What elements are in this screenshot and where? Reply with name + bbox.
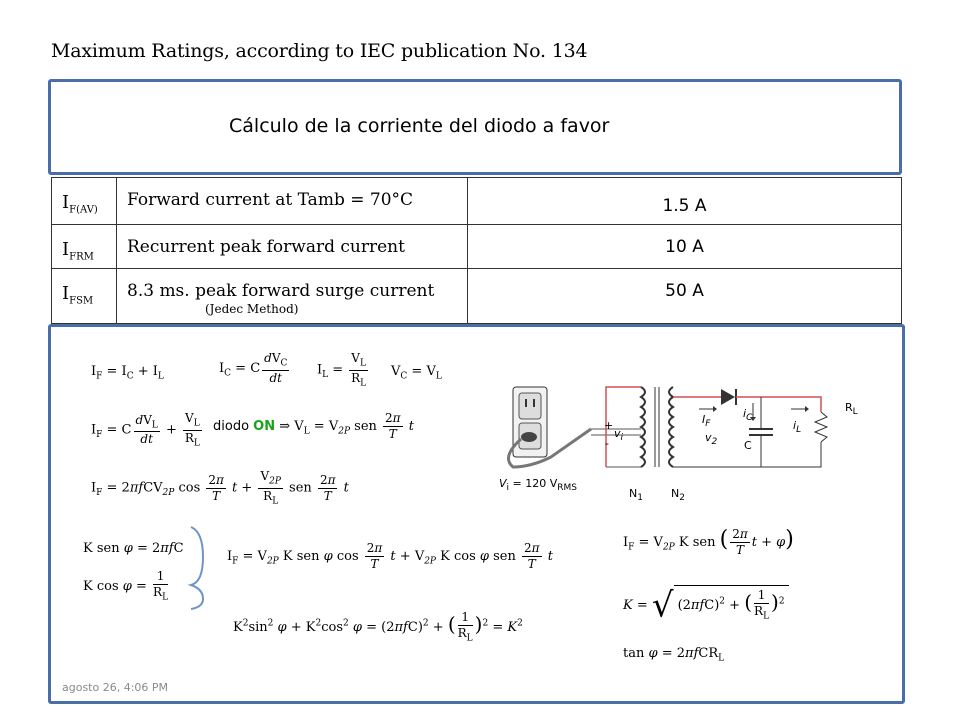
rating-value: 10 A (665, 237, 704, 257)
c-label: C (744, 439, 752, 452)
equation-il: $I_L$ = $\frac{V_L}{R_L}$ (317, 351, 367, 389)
outlet-icon (509, 387, 592, 467)
rating-description: Recurrent peak forward current (127, 237, 405, 257)
equation-ksen: K sen φ = 2πfC (83, 541, 184, 556)
rl-label: $R_L$ (845, 401, 858, 418)
plus-label: + (604, 419, 614, 432)
vi-rms-label: $V_i = 120$ $V_{RMS}$ (499, 477, 578, 494)
rating-description: 8.3 ms. peak forward surge current (127, 281, 435, 301)
page-heading: Maximum Ratings, according to IEC publication No. 134 (51, 40, 588, 62)
equation-tan: tan φ = 2πfCR$_L$ (623, 646, 725, 664)
rating-symbol: $I_{FRM}$ (62, 239, 94, 263)
equation-if-phase: $I_F = V_{2P}$ K sen ( $\frac{2\pi}{T}$ t + φ) (623, 527, 794, 557)
equation-if-k: $I_F = V_{2P}$ K sen φ cos $\frac{2\pi}{T}$ $t + V_{2P}$ K cos φ sen $\frac{2\pi}{T}$ t (227, 541, 553, 571)
rating-value: 1.5 A (662, 196, 707, 216)
ratings-table (51, 177, 902, 324)
banner-title: Cálculo de la corriente del diodo a favor (229, 115, 610, 137)
equation-if-derivative: $I_F = C$ $\frac{dV_L}{dt}$ + $\frac{V_L}{R_L}$ (91, 411, 200, 449)
equation-diodo-on: diodo ON ⇒ $V_L = V_{2P}$ sen $\frac{2\pi}{T}$ t (213, 411, 414, 441)
title-banner (48, 79, 902, 175)
il-label: $i_L$ (793, 419, 802, 436)
if-label: $I_F$ (702, 413, 711, 430)
rating-symbol: $I_{F(AV)}$ (62, 192, 98, 216)
ic-label: $i_C$ (743, 407, 753, 424)
rating-value: 50 A (665, 281, 704, 301)
rating-subdescription: (Jedec Method) (205, 302, 299, 316)
equation-k-squared: $K^2\sin^2$ $\varphi + K^2\cos^2$ $\varphi = (2\pi fC)^2$ + ( $\frac{1}{R_L}$ )$^2 = K^2$ (233, 610, 523, 644)
equation-vc: $V_C = V_L$ (391, 364, 442, 382)
equation-ic: $I_C = C$ $\frac{dV_C}{dt}$ (219, 351, 288, 385)
equation-if-full: $I_F = 2\pi fCV_{2P}$ cos $\frac{2\pi}{T}$ t + $\frac{V_{2P}}{R_L}$ sen $\frac{2\pi}{T}$ t (91, 469, 349, 507)
footer-timestamp: agosto 26, 4:06 PM (62, 681, 169, 694)
rating-symbol: $I_{FSM}$ (62, 283, 94, 307)
rating-description: Forward current at Tamb = 70°C (127, 190, 414, 210)
equations-panel (48, 324, 905, 704)
vi-label: $v_i$ (614, 427, 624, 444)
minus-label: - (605, 437, 609, 450)
equation-k-value: K = √ $(2\pi fC)^2$ + ( $\frac{1}{R_L}$ )$^2$ (623, 585, 789, 625)
equation-kcos: K cos φ = $\frac{1}{R_L}$ (83, 569, 169, 603)
table-row (52, 178, 902, 225)
table-row (52, 269, 902, 324)
n2-label: $N_2$ (671, 487, 685, 504)
n1-label: $N_1$ (629, 487, 643, 504)
equation-if-sum: $I_F = I_C + I_L$ (91, 364, 164, 382)
table-row (52, 225, 902, 269)
v2-label: $v_2$ (705, 431, 718, 448)
